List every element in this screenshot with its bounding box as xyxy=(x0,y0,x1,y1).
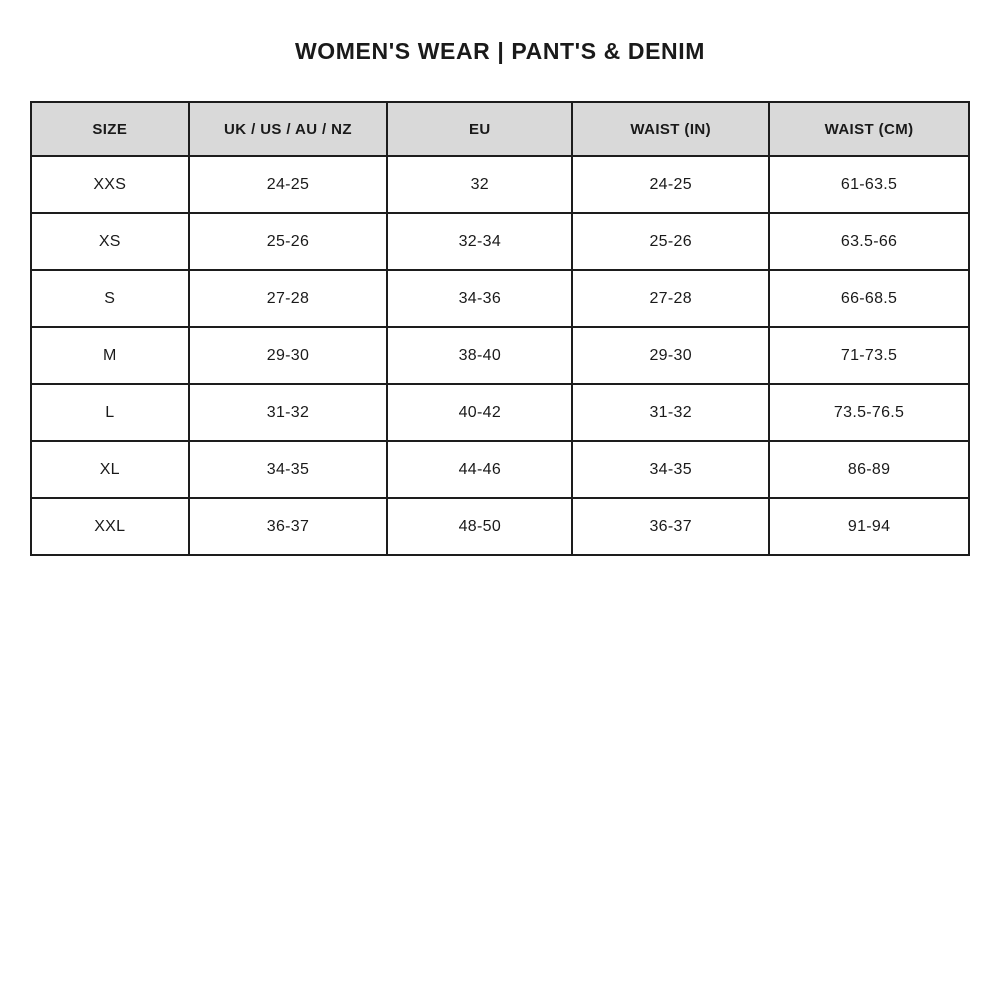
table-row-xxs xyxy=(31,156,969,213)
waist-in-cell: 31-32 xyxy=(572,384,769,441)
column-header-eu: EU xyxy=(387,102,572,156)
uk-us-au-nz-cell: 36-37 xyxy=(189,498,388,555)
column-header-size: SIZE xyxy=(31,102,189,156)
size-cell: S xyxy=(31,270,189,327)
eu-cell: 40-42 xyxy=(387,384,572,441)
waist-in-cell: 29-30 xyxy=(572,327,769,384)
uk-us-au-nz-cell: 29-30 xyxy=(189,327,388,384)
eu-cell: 48-50 xyxy=(387,498,572,555)
eu-cell: 38-40 xyxy=(387,327,572,384)
table-header-row xyxy=(31,102,969,156)
uk-us-au-nz-cell: 25-26 xyxy=(189,213,388,270)
column-header-waist-cm: WAIST (CM) xyxy=(769,102,969,156)
waist-in-cell: 34-35 xyxy=(572,441,769,498)
waist-cm-cell: 73.5-76.5 xyxy=(769,384,969,441)
size-cell: M xyxy=(31,327,189,384)
waist-cm-cell: 86-89 xyxy=(769,441,969,498)
size-chart-table xyxy=(30,101,970,556)
eu-cell: 34-36 xyxy=(387,270,572,327)
eu-cell: 44-46 xyxy=(387,441,572,498)
eu-cell: 32 xyxy=(387,156,572,213)
waist-in-cell: 25-26 xyxy=(572,213,769,270)
size-cell: L xyxy=(31,384,189,441)
uk-us-au-nz-cell: 24-25 xyxy=(189,156,388,213)
size-cell: XS xyxy=(31,213,189,270)
waist-cm-cell: 66-68.5 xyxy=(769,270,969,327)
table-row-xxl xyxy=(31,498,969,555)
table-row-l xyxy=(31,384,969,441)
table-row-xl xyxy=(31,441,969,498)
waist-cm-cell: 71-73.5 xyxy=(769,327,969,384)
waist-in-cell: 27-28 xyxy=(572,270,769,327)
size-cell: XL xyxy=(31,441,189,498)
size-cell: XXL xyxy=(31,498,189,555)
uk-us-au-nz-cell: 27-28 xyxy=(189,270,388,327)
waist-cm-cell: 91-94 xyxy=(769,498,969,555)
table-row-m xyxy=(31,327,969,384)
table-row-xs xyxy=(31,213,969,270)
eu-cell: 32-34 xyxy=(387,213,572,270)
waist-in-cell: 24-25 xyxy=(572,156,769,213)
column-header-waist-in: WAIST (IN) xyxy=(572,102,769,156)
column-header-uk-us-au-nz: UK / US / AU / NZ xyxy=(189,102,388,156)
size-cell: XXS xyxy=(31,156,189,213)
waist-in-cell: 36-37 xyxy=(572,498,769,555)
waist-cm-cell: 63.5-66 xyxy=(769,213,969,270)
table-row-s xyxy=(31,270,969,327)
page-title: WOMEN'S WEAR | PANT'S & DENIM xyxy=(294,38,705,64)
uk-us-au-nz-cell: 34-35 xyxy=(189,441,388,498)
waist-cm-cell: 61-63.5 xyxy=(769,156,969,213)
uk-us-au-nz-cell: 31-32 xyxy=(189,384,388,441)
